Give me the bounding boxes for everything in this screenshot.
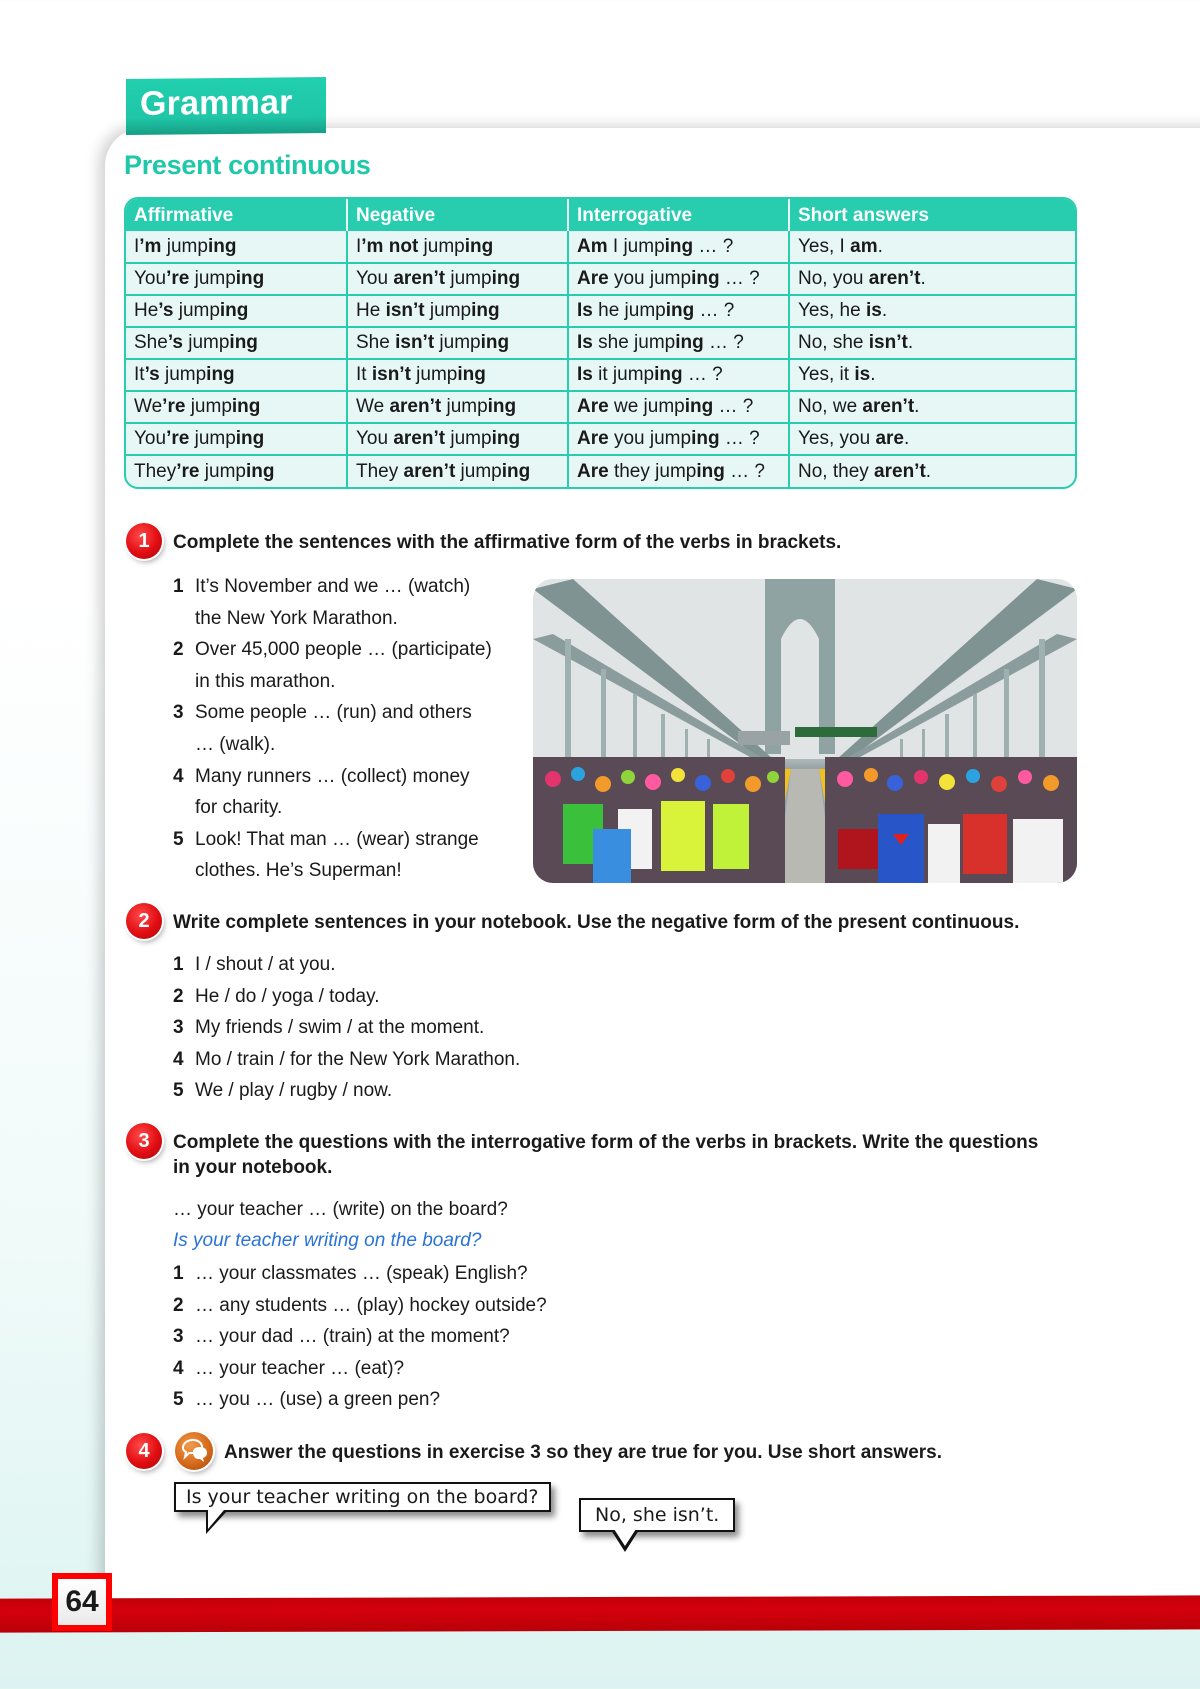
- bubble-text: No, she isn’t.: [595, 1504, 720, 1526]
- item-text: Mo / train / for the New York Marathon.: [195, 1048, 521, 1070]
- item-text: My friends / swim / at the moment.: [195, 1017, 485, 1039]
- item-text: Over 45,000 people … (participate): [195, 639, 492, 661]
- table-row: [126, 359, 1075, 391]
- cell-affirmative: He’s jumping: [126, 295, 347, 327]
- cell-negative: You aren’t jumping: [347, 263, 568, 295]
- grammar-tab-label: Grammar: [140, 83, 293, 123]
- table-row: [126, 295, 1075, 327]
- item-text: … you … (use) a green pen?: [195, 1389, 441, 1411]
- item-number: 1: [173, 954, 184, 975]
- cell-interrogative: Is she jumping … ?: [568, 327, 789, 359]
- cell-short: No, she isn’t.: [789, 327, 1075, 359]
- cell-affirmative: She’s jumping: [126, 327, 347, 359]
- list-item: [173, 1258, 773, 1290]
- item-text-continued: clothes. He’s Superman!: [195, 860, 402, 882]
- exercise-1-badge: 1: [126, 523, 162, 559]
- table-row: [126, 455, 1075, 487]
- item-number: 5: [173, 1080, 184, 1102]
- exercise-4-instruction: Answer the questions in exercise 3 so they are true for you. Use short answers.: [224, 1442, 943, 1463]
- item-number: 3: [173, 702, 184, 724]
- list-item: [173, 1353, 773, 1385]
- item-number: 4: [173, 1048, 184, 1070]
- item-text: I / shout / at you.: [195, 954, 336, 975]
- cell-negative: You aren’t jumping: [347, 423, 568, 455]
- table-row: [126, 391, 1075, 423]
- item-text: We / play / rugby / now.: [195, 1080, 393, 1102]
- bubble-text: Is your teacher writing on the board?: [186, 1486, 539, 1508]
- cell-interrogative: Is it jumping … ?: [568, 359, 789, 391]
- item-text: Many runners … (collect) money: [195, 765, 470, 787]
- exercise-3-example-answer: Is your teacher writing on the board?: [173, 1230, 482, 1251]
- item-number: 3: [173, 1326, 184, 1348]
- list-item: [173, 571, 523, 634]
- item-text-continued: for charity.: [195, 797, 283, 819]
- answer-speech-bubble: [579, 1498, 735, 1532]
- exercise-4-badge: 4: [126, 1433, 162, 1469]
- list-item: [173, 1384, 773, 1416]
- item-number: 2: [173, 639, 184, 661]
- list-item: [173, 1290, 773, 1322]
- cell-short: Yes, you are.: [789, 423, 1075, 455]
- bridge-illustration: [533, 579, 1077, 883]
- exercise-2-list: [173, 949, 773, 1107]
- cell-affirmative: You’re jumping: [126, 263, 347, 295]
- cell-affirmative: I’m jumping: [126, 231, 347, 263]
- grammar-table: [124, 197, 1077, 489]
- item-number: 5: [173, 828, 184, 850]
- list-item: [173, 761, 523, 824]
- item-text: Look! That man … (wear) strange: [195, 828, 479, 850]
- page-number: 64: [52, 1573, 112, 1631]
- cell-short: Yes, it is.: [789, 359, 1075, 391]
- cell-negative: We aren’t jumping: [347, 391, 568, 423]
- item-text: … any students … (play) hockey outside?: [195, 1294, 547, 1316]
- table-row: [126, 423, 1075, 455]
- cell-interrogative: Am I jumping … ?: [568, 231, 789, 263]
- item-text: Some people … (run) and others: [195, 702, 472, 724]
- item-text-continued: in this marathon.: [195, 670, 336, 692]
- list-item: [173, 1075, 773, 1107]
- item-text: … your classmates … (speak) English?: [195, 1263, 528, 1284]
- list-item: [173, 697, 523, 760]
- item-number: 5: [173, 1389, 184, 1411]
- bubble-tail-fill: [208, 1510, 224, 1529]
- cell-negative: She isn’t jumping: [347, 327, 568, 359]
- cell-negative: He isn’t jumping: [347, 295, 568, 327]
- item-text: … your teacher … (eat)?: [195, 1357, 405, 1379]
- header-negative: Negative: [347, 199, 568, 231]
- list-item: [173, 1321, 773, 1353]
- exercise-3-badge: 3: [126, 1123, 162, 1159]
- header-affirmative: Affirmative: [126, 199, 347, 231]
- exercise-3-example-prompt: … your teacher … (write) on the board?: [173, 1199, 508, 1220]
- item-number: 2: [173, 985, 184, 1007]
- bubble-tail-fill: [614, 1529, 636, 1546]
- exercise-3-instruction: [173, 1130, 1093, 1180]
- exercise-1-instruction: Complete the sentences with the affirmative form of the verbs in brackets.: [173, 532, 842, 553]
- exercise-2-badge: 2: [126, 903, 162, 939]
- item-text: He / do / yoga / today.: [195, 985, 380, 1007]
- cell-short: Yes, he is.: [789, 295, 1075, 327]
- table-row: [126, 327, 1075, 359]
- cell-short: No, you aren’t.: [789, 263, 1075, 295]
- cell-affirmative: You’re jumping: [126, 423, 347, 455]
- cell-affirmative: It’s jumping: [126, 359, 347, 391]
- item-number: 4: [173, 1357, 184, 1379]
- cell-short: No, they aren’t.: [789, 455, 1075, 487]
- cell-short: No, we aren’t.: [789, 391, 1075, 423]
- list-item: [173, 824, 523, 887]
- speech-bubbles-icon: [175, 1432, 213, 1470]
- list-item: [173, 949, 773, 981]
- marathon-photo: [533, 579, 1077, 883]
- instruction-line: Complete the questions with the interrogative form of the verbs in brackets. Write the questions: [173, 1132, 1039, 1153]
- header-short-answers: Short answers: [789, 199, 1075, 231]
- item-text: … your dad … (train) at the moment?: [195, 1326, 510, 1348]
- item-text-continued: … (walk).: [195, 733, 276, 755]
- exercise-2-instruction: Write complete sentences in your notebook. Use the negative form of the present continuous.: [173, 912, 1020, 933]
- cell-affirmative: We’re jumping: [126, 391, 347, 423]
- cell-interrogative: Are we jumping … ?: [568, 391, 789, 423]
- cell-interrogative: Is he jumping … ?: [568, 295, 789, 327]
- list-item: [173, 634, 523, 697]
- cell-negative: I’m not jumping: [347, 231, 568, 263]
- item-text-continued: the New York Marathon.: [195, 607, 398, 629]
- cell-interrogative: Are you jumping … ?: [568, 423, 789, 455]
- question-speech-bubble: [174, 1482, 551, 1512]
- table-header-row: [126, 199, 1075, 231]
- cell-short: Yes, I am.: [798, 235, 883, 257]
- cell-interrogative: Are you jumping … ?: [568, 263, 789, 295]
- cell-affirmative: They’re jumping: [126, 455, 347, 487]
- item-text: It’s November and we … (watch): [195, 576, 471, 597]
- table-row: [126, 263, 1075, 295]
- list-item: [173, 1012, 773, 1044]
- list-item: [173, 981, 773, 1013]
- item-number: 1: [173, 576, 184, 597]
- cell-negative: It isn’t jumping: [347, 359, 568, 391]
- exercise-3-list: [173, 1258, 773, 1416]
- grammar-tab: [126, 77, 326, 135]
- exercise-1-list: [173, 571, 523, 887]
- header-interrogative: Interrogative: [568, 199, 789, 231]
- footer-band: [0, 1595, 1200, 1632]
- cell-interrogative: Are they jumping … ?: [568, 455, 789, 487]
- item-number: 3: [173, 1017, 184, 1039]
- table-row: [126, 231, 1075, 263]
- section-title: Present continuous: [124, 150, 371, 180]
- instruction-line: in your notebook.: [173, 1157, 333, 1178]
- list-item: [173, 1044, 773, 1076]
- item-number: 4: [173, 765, 184, 787]
- item-number: 2: [173, 1294, 184, 1316]
- cell-negative: They aren’t jumping: [347, 455, 568, 487]
- item-number: 1: [173, 1263, 184, 1284]
